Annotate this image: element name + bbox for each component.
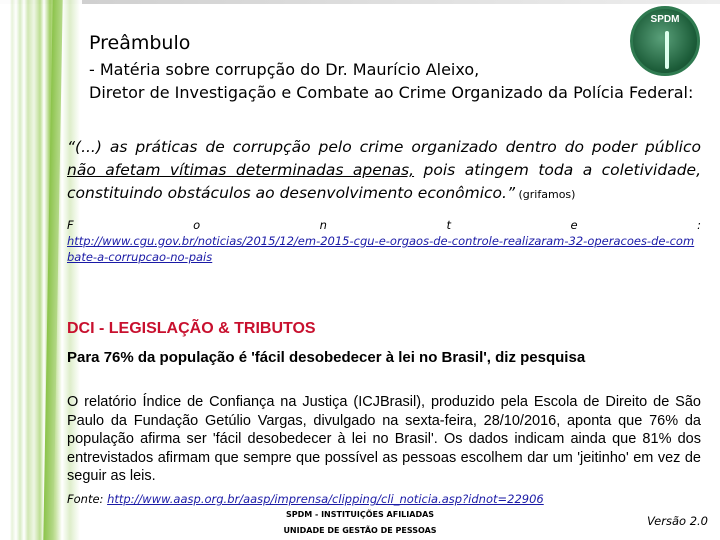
footer-line-1: SPDM - INSTITUIÇÕES AFILIADAS — [285, 510, 435, 519]
version-label: Versão 2.0 — [646, 514, 708, 528]
footer-line-2: UNIDADE DE GESTÃO DE PESSOAS — [283, 526, 437, 535]
quote-part-2: pois atingem toda a coletividade, constituindo obstáculos ao desenvolvimento econômico.” — [67, 161, 702, 202]
slide-title: Preâmbulo — [89, 32, 191, 54]
subtitle-line-2: Diretor de Investigação e Combate ao Crime Organizado da Polícia Federal: — [89, 83, 694, 102]
article-headline: Para 76% da população é 'fácil desobedecer à lei no Brasil', diz pesquisa — [67, 349, 586, 366]
quote-underlined: não afetam vítimas determinadas apenas, — [67, 161, 415, 179]
source-letter: : — [697, 218, 701, 232]
source-letter: t — [446, 218, 451, 232]
source-2-link[interactable]: http://www.aasp.org.br/aasp/imprensa/clipping/cli_noticia.asp?idnot=22906 — [107, 492, 544, 506]
quote — [67, 136, 701, 206]
top-border — [0, 0, 720, 4]
section-heading: DCI - LEGISLAÇÃO & TRIBUTOS — [67, 320, 316, 337]
spdm-logo — [630, 6, 700, 76]
caduceus-icon — [665, 31, 669, 69]
logo-text: SPDM — [650, 14, 680, 25]
source-1-link[interactable]: http://www.cgu.gov.br/noticias/2015/12/em-2015-cgu-e-orgaos-de-controle-realizaram-32-operacoes-de-combate-a-corrupcao-no-pais — [67, 234, 695, 264]
source-2-label: Fonte: — [67, 492, 108, 506]
source-letter: e — [570, 218, 578, 232]
source-2 — [67, 492, 544, 506]
article-body: O relatório Índice de Confiança na Justiça (ICJBrasil), produzido pela Escola de Direito de São Paulo da Fundação Getúlio Vargas, divulgado na sexta-feira, 28/10/2016, aponta que 76% da população afirma ser 'fácil desobedecer à lei no Brasil'. Os dados indicam ainda que 81% dos entrevistados afirmam que sempre que possível as pessoas escolhem dar um 'jeitinho' em vez de seguir as leis. — [67, 394, 701, 484]
quote-note: (grifamos) — [515, 188, 576, 201]
source-letter: o — [193, 218, 201, 232]
source-1 — [67, 217, 701, 265]
subtitle-line-1: - Matéria sobre corrupção do Dr. Maurício Aleixo, — [89, 60, 480, 79]
source-letter: n — [319, 218, 327, 232]
quote-part-1: “(...) as práticas de corrupção pelo crime organizado dentro do poder público — [67, 138, 701, 156]
source-letter: F — [67, 218, 74, 232]
